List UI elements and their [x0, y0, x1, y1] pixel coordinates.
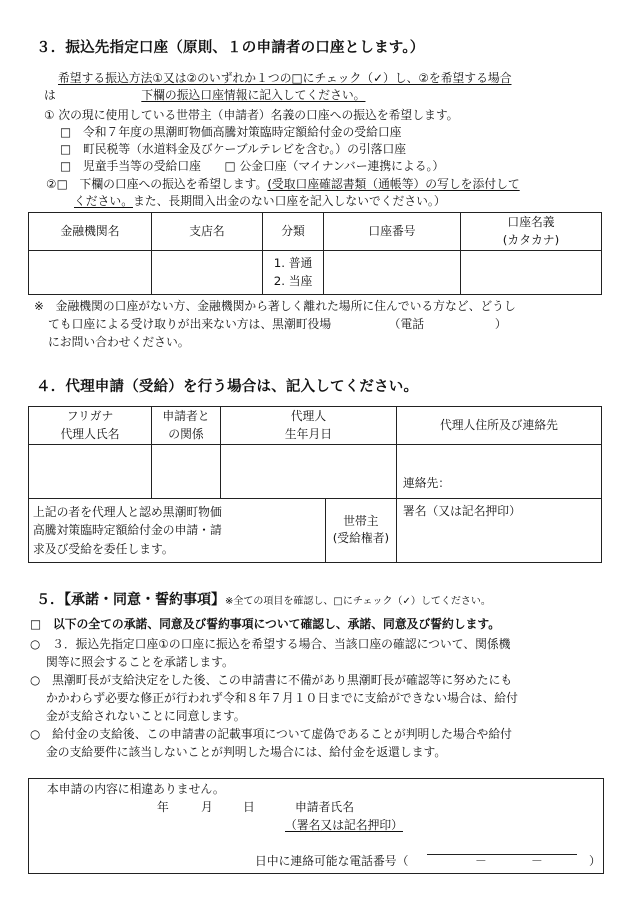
option2-attach-note: (受取口座確認書類（通帳等）の写しを添付して — [267, 177, 520, 191]
header-furigana: フリガナ — [66, 409, 114, 424]
header-account-holder-kana: (カタカナ) — [502, 232, 560, 247]
section5-heading: ５．【承諾・同意・誓約事項】 — [36, 592, 225, 608]
contact-label: 連絡先： — [402, 475, 451, 490]
consent-item-1-line2: 関等に照会することを承諾します。 — [46, 655, 234, 669]
date-day-label: 日 — [243, 800, 255, 814]
bank-note-line2 — [48, 316, 507, 333]
bank-account-table — [28, 212, 602, 295]
phone-number-field[interactable] — [427, 853, 577, 855]
classification-current[interactable]: 2. 当座 — [273, 273, 313, 288]
section3-intro-text: 希望する振込方法①又は②のいずれか１つの□にチェック（✓）し、②を希望する場合 — [58, 71, 512, 85]
delegation-line-1: 上記の者を代理人と認め黒潮町物価 — [33, 505, 222, 519]
header-agent-name — [29, 407, 152, 445]
consent-checkbox[interactable]: □ 以下の全ての承諾、同意及び誓約事項について確認し、承諾、同意及び誓約します。 — [30, 617, 501, 631]
account-number-field[interactable] — [324, 251, 461, 295]
head-of-household-cell — [325, 499, 396, 563]
consent-item-3-line1: ○ 給付金の支給後、この申請書の記載事項について虚偽であることが判明した場合や給付 — [30, 727, 512, 741]
phone-close-paren: ） — [589, 854, 601, 868]
header-relation — [152, 407, 221, 445]
declaration-box — [28, 778, 604, 874]
header-account-holder — [461, 213, 602, 251]
branch-name-field[interactable] — [152, 251, 263, 295]
option1-item-3[interactable]: □ 児童手当等の受給口座 □ 公金口座（マイナンバー連携による。） — [60, 159, 445, 173]
section5-heading-note: ※全ての項目を確認し、□にチェック（✓）してください。 — [225, 596, 491, 607]
header-relation-2: の関係 — [168, 426, 204, 441]
header-agent-name-label: 代理人氏名 — [60, 426, 120, 441]
option1-item-2[interactable]: □ 町民税等（水道料金及びケーブルテレビを含む。）の引落口座 — [60, 142, 407, 156]
bank-name-field[interactable] — [29, 251, 152, 295]
agent-birthdate-field[interactable] — [221, 445, 397, 499]
classification-ordinary[interactable]: 1. 普通 — [273, 256, 313, 271]
header-account-number: 口座番号 — [324, 213, 461, 251]
header-branch-name: 支店名 — [152, 213, 263, 251]
option2-checkbox-text[interactable]: ②□ 下欄の口座への振込を希望します。 — [46, 177, 268, 191]
header-birth-1: 代理人 — [290, 409, 327, 424]
section3-intro-prefix: は — [44, 88, 56, 102]
agent-table — [28, 406, 602, 563]
relation-field[interactable] — [152, 445, 221, 499]
option2-dormant-note: また、長期間入出金のない口座を記入しないでください。） — [133, 194, 446, 208]
delegation-statement — [29, 499, 326, 563]
phone-separator-1: － — [475, 854, 487, 868]
section5-heading-line — [36, 590, 491, 610]
declaration-text: 本申請の内容に相違ありません。 — [47, 782, 225, 796]
section3-intro-line1 — [58, 70, 512, 87]
header-bank-name: 金融機関名 — [29, 213, 152, 251]
section3-heading: ３．振込先指定口座（原則、１の申請者の口座とします。） — [36, 40, 425, 56]
agent-address-field[interactable] — [396, 445, 601, 499]
agent-name-field[interactable] — [29, 445, 152, 499]
account-holder-field[interactable] — [461, 251, 602, 295]
phone-separator-2: － — [531, 854, 543, 868]
header-birth — [221, 407, 397, 445]
date-month-label: 月 — [201, 800, 213, 814]
bank-note-phone: （電話 ） — [388, 317, 507, 331]
consent-item-2-line2: かかわらず必要な修正が行われず令和８年７月１０日までに支給ができない場合は、給付 — [46, 691, 518, 705]
recipient-right-label: (受給権者) — [332, 531, 390, 546]
phone-label: 日中に連絡可能な電話番号（ — [255, 854, 409, 868]
option1-item-1[interactable]: □ 令和７年度の黒潮町物価高騰対策臨時定額給付金の受給口座 — [60, 125, 402, 139]
delegation-line-2: 高騰対策臨時定額給付金の申請・請 — [33, 523, 222, 538]
header-relation-1: 申請者と — [162, 409, 210, 424]
option2-please: ください。 — [74, 194, 133, 208]
header-classification: 分類 — [263, 213, 324, 251]
header-agent-address: 代理人住所及び連絡先 — [396, 407, 601, 445]
applicant-sign-note[interactable]: （署名又は記名押印） — [285, 818, 403, 832]
date-year-label: 年 — [157, 800, 169, 814]
signature-field[interactable] — [396, 499, 601, 563]
option2-line2 — [74, 193, 446, 210]
consent-item-2-line1: ○ 黒潮町長が支給決定をした後、この申請書に不備があり黒潮町長が確認等に努めたにも — [30, 673, 513, 687]
bank-note-text: ても口座による受け取りが出来ない方は、黒潮町役場 — [48, 317, 332, 331]
consent-item-1-line1: ○ ３．振込先指定口座①の口座に振込を希望する場合、当該口座の確認について、関係機 — [30, 637, 511, 651]
section4-heading: ４．代理申請（受給）を行う場合は、記入してください。 — [36, 379, 419, 395]
classification-field[interactable] — [263, 251, 324, 295]
option2-line1 — [46, 176, 520, 193]
delegation-line-3: 求及び受給を委任します。 — [33, 541, 174, 556]
header-birth-2: 生年月日 — [284, 426, 333, 441]
signature-label: 署名（又は記名押印） — [402, 504, 521, 518]
consent-item-3-line2: 金の支給要件に該当しないことが判明した場合には、給付金を返還します。 — [46, 745, 447, 759]
section3-intro-line2 — [44, 87, 365, 104]
applicant-name-label: 申請者氏名 — [295, 800, 354, 814]
header-account-holder-label: 口座名義 — [507, 215, 555, 230]
section3-intro-cont: 下欄の振込口座情報に記入してください。 — [141, 88, 366, 102]
option1-text: ① 次の現に使用している世帯主（申請者）名義の口座への振込を希望します。 — [44, 108, 459, 122]
bank-note-line3: にお問い合わせください。 — [48, 335, 190, 349]
consent-item-2-line3: 金が支給されないことに同意します。 — [46, 709, 246, 723]
bank-note-line1: ※ 金融機関の口座がない方、金融機関から著しく離れた場所に住んでいる方など、どうし — [34, 299, 516, 313]
head-of-household-label: 世帯主 — [343, 514, 379, 529]
